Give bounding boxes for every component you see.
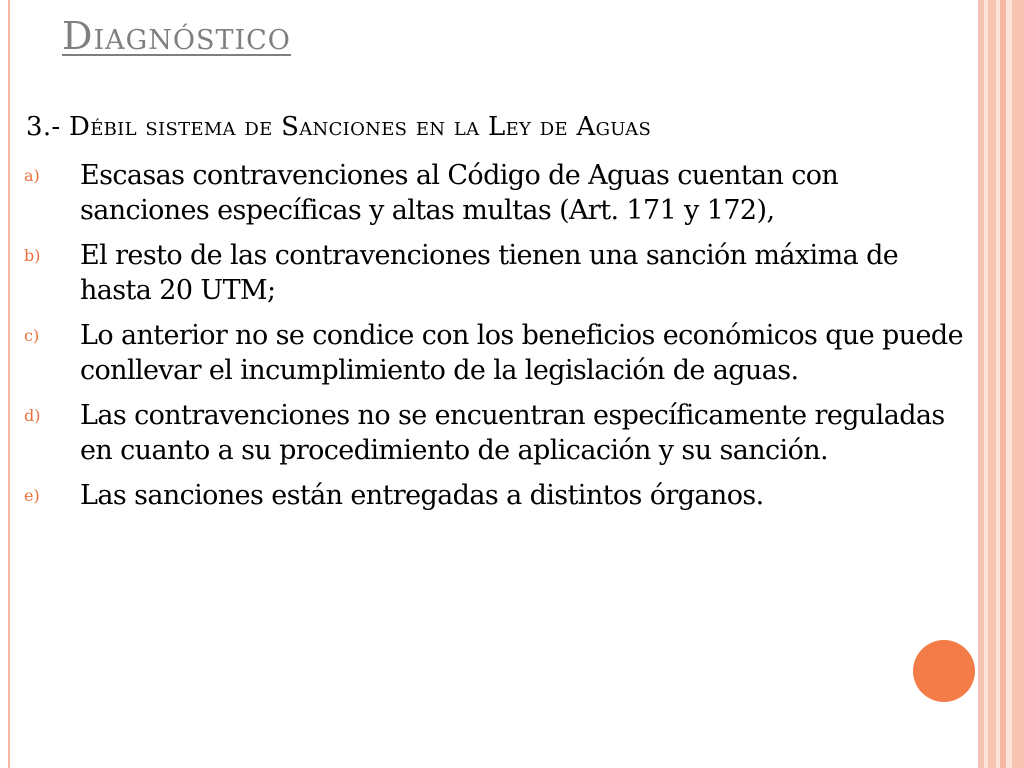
list-item-text: Lo anterior no se condice con los beneficios económicos que puede conllevar el incumplimiento de la legislación de aguas.	[80, 320, 963, 386]
list-marker: a)	[24, 166, 40, 185]
list-item	[24, 398, 974, 468]
right-decorative-band	[988, 0, 996, 768]
slide-subtitle: 3.- Débil sistema de Sanciones en la Ley de Aguas	[26, 112, 652, 142]
list-item-text: Las contravenciones no se encuentran específicamente reguladas en cuanto a su procedimiento de aplicación y su sanción.	[80, 400, 945, 466]
list-item-text: El resto de las contravenciones tienen una sanción máxima de hasta 20 UTM;	[80, 240, 899, 306]
list-item	[24, 158, 974, 228]
slide-title: Diagnóstico	[62, 14, 291, 58]
list-item-text: Las sanciones están entregadas a distintos órganos.	[80, 480, 764, 511]
bullet-list	[24, 158, 974, 523]
left-decorative-rule	[8, 0, 10, 768]
right-decorative-band	[1012, 0, 1024, 768]
list-item	[24, 238, 974, 308]
list-item	[24, 478, 974, 513]
list-item	[24, 318, 974, 388]
list-marker: c)	[24, 326, 40, 345]
list-marker: b)	[24, 246, 41, 265]
list-marker: d)	[24, 406, 41, 425]
list-item-text: Escasas contravenciones al Código de Aguas cuentan con sanciones específicas y altas multas (Art. 171 y 172),	[80, 160, 839, 226]
list-marker: e)	[24, 486, 40, 505]
decorative-circle	[913, 640, 975, 702]
